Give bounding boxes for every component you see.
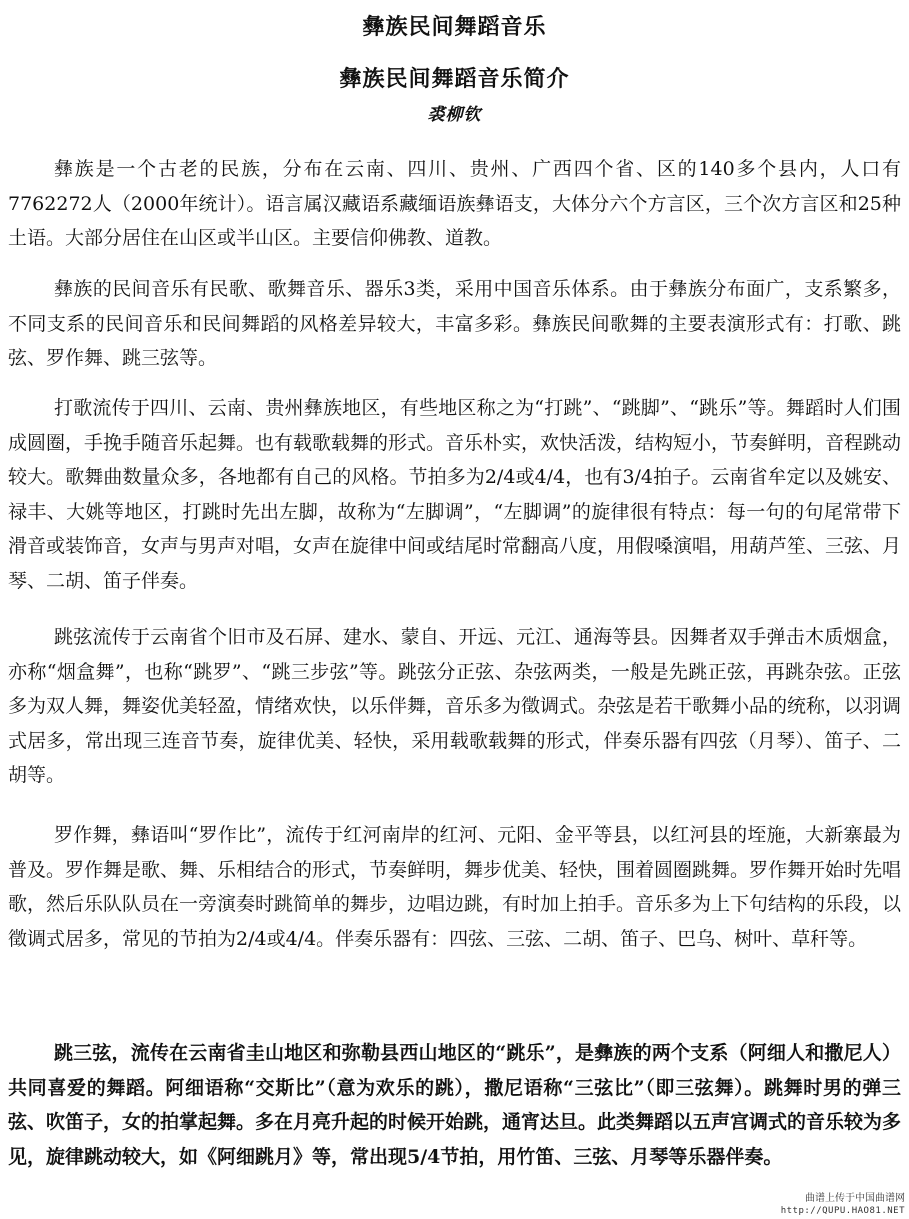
author-name: 裘柳钦 — [427, 105, 482, 125]
paragraph-music-types: 彝族的民间音乐有民歌、歌舞音乐、器乐3类，采用中国音乐体系。由于彝族分布面广，支系繁多，不同支系的民间音乐和民间舞蹈的风格差异较大，丰富多彩。彝族民间歌舞的主要表演形式有：打歌、跳弦、罗作舞、跳三弦等。 — [8, 278, 901, 369]
watermark-url[interactable]: http://QUPU.HAO81.NET — [780, 1206, 905, 1216]
article-subtitle: 彝族民间舞蹈音乐简介 — [339, 67, 570, 92]
paragraph-luozuowu: 罗作舞，彝语叫“罗作比”，流传于红河南岸的红河、元阳、金平等县，以红河县的垤施，大新寨最为普及。罗作舞是歌、舞、乐相结合的形式，节奏鲜明，舞步优美、轻快，围着圆圈跳舞。罗作舞开始时先唱歌，然后乐队队员在一旁演奏时跳简单的舞步，边唱边跳，有时加上拍手。音乐多为上下句结构的乐段，以徵调式居多，常见的节拍为2/4或4/4。伴奏乐器有：四弦、三弦、二胡、笛子、巴乌、树叶、草秆等。 — [8, 824, 902, 950]
paragraph-tiaoxian: 跳弦流传于云南省个旧市及石屏、建水、蒙自、开远、元江、通海等县。因舞者双手弹击木质烟盒，亦称“烟盒舞”，也称“跳罗”、“跳三步弦”等。跳弦分正弦、杂弦两类，一般是先跳正弦，再跳杂弦。正弦多为双人舞，舞姿优美轻盈，情绪欢快，以乐伴舞，音乐多为徵调式。杂弦是若干歌舞小品的统称，以羽调式居多，常出现三连音节奏，旋律优美、轻快，采用载歌载舞的形式，伴奏乐器有四弦（月琴）、笛子、二胡等。 — [8, 626, 902, 786]
paragraph-tiaosanxian: 跳三弦，流传在云南省圭山地区和弥勒县西山地区的“跳乐”，是彝族的两个支系（阿细人和撒尼人）共同喜爱的舞蹈。阿细语称“交斯比”（意为欢乐的跳），撒尼语称“三弦比”（即三弦舞）。跳舞时男的弹三弦、吹笛子，女的拍掌起舞。多在月亮升起的时候开始跳，通宵达旦。此类舞蹈以五声宫调式的音乐较为多见，旋律跳动较大，如《阿细跳月》等，常出现5/4节拍，用竹笛、三弦、月琴等乐器伴奏。 — [8, 1042, 902, 1168]
site-watermark — [781, 1193, 905, 1217]
paragraph-dage: 打歌流传于四川、云南、贵州彝族地区，有些地区称之为“打跳”、“跳脚”、“跳乐”等。舞蹈时人们围成圆圈，手挽手随音乐起舞。也有载歌载舞的形式。音乐朴实，欢快活泼，结构短小，节奏鲜明，音程跳动较大。歌舞曲数量众多，各地都有自己的风格。节拍多为2/4或4/4，也有3/4拍子。云南省牟定以及姚安、禄丰、大姚等地区，打跳时先出左脚，故称为“左脚调”，“左脚调”的旋律很有特点：每一句的句尾常带下滑音或装饰音，女声与男声对唱，女声在旋律中间或结尾时常翻高八度，用假嗓演唱，用葫芦笙、三弦、月琴、二胡、笛子伴奏。 — [8, 397, 902, 592]
paragraph-overview: 彝族是一个古老的民族，分布在云南、四川、贵州、广西四个省、区的140多个县内，人口有7762272人（2000年统计）。语言属汉藏语系藏缅语族彝语支，大体分六个方言区，三个次方言区和25种土语。大部分居住在山区或半山区。主要信仰佛教、道教。 — [8, 158, 901, 249]
page-title: 彝族民间舞蹈音乐 — [362, 15, 547, 40]
watermark-text: 曲谱上传于中国曲谱网 — [805, 1193, 905, 1204]
